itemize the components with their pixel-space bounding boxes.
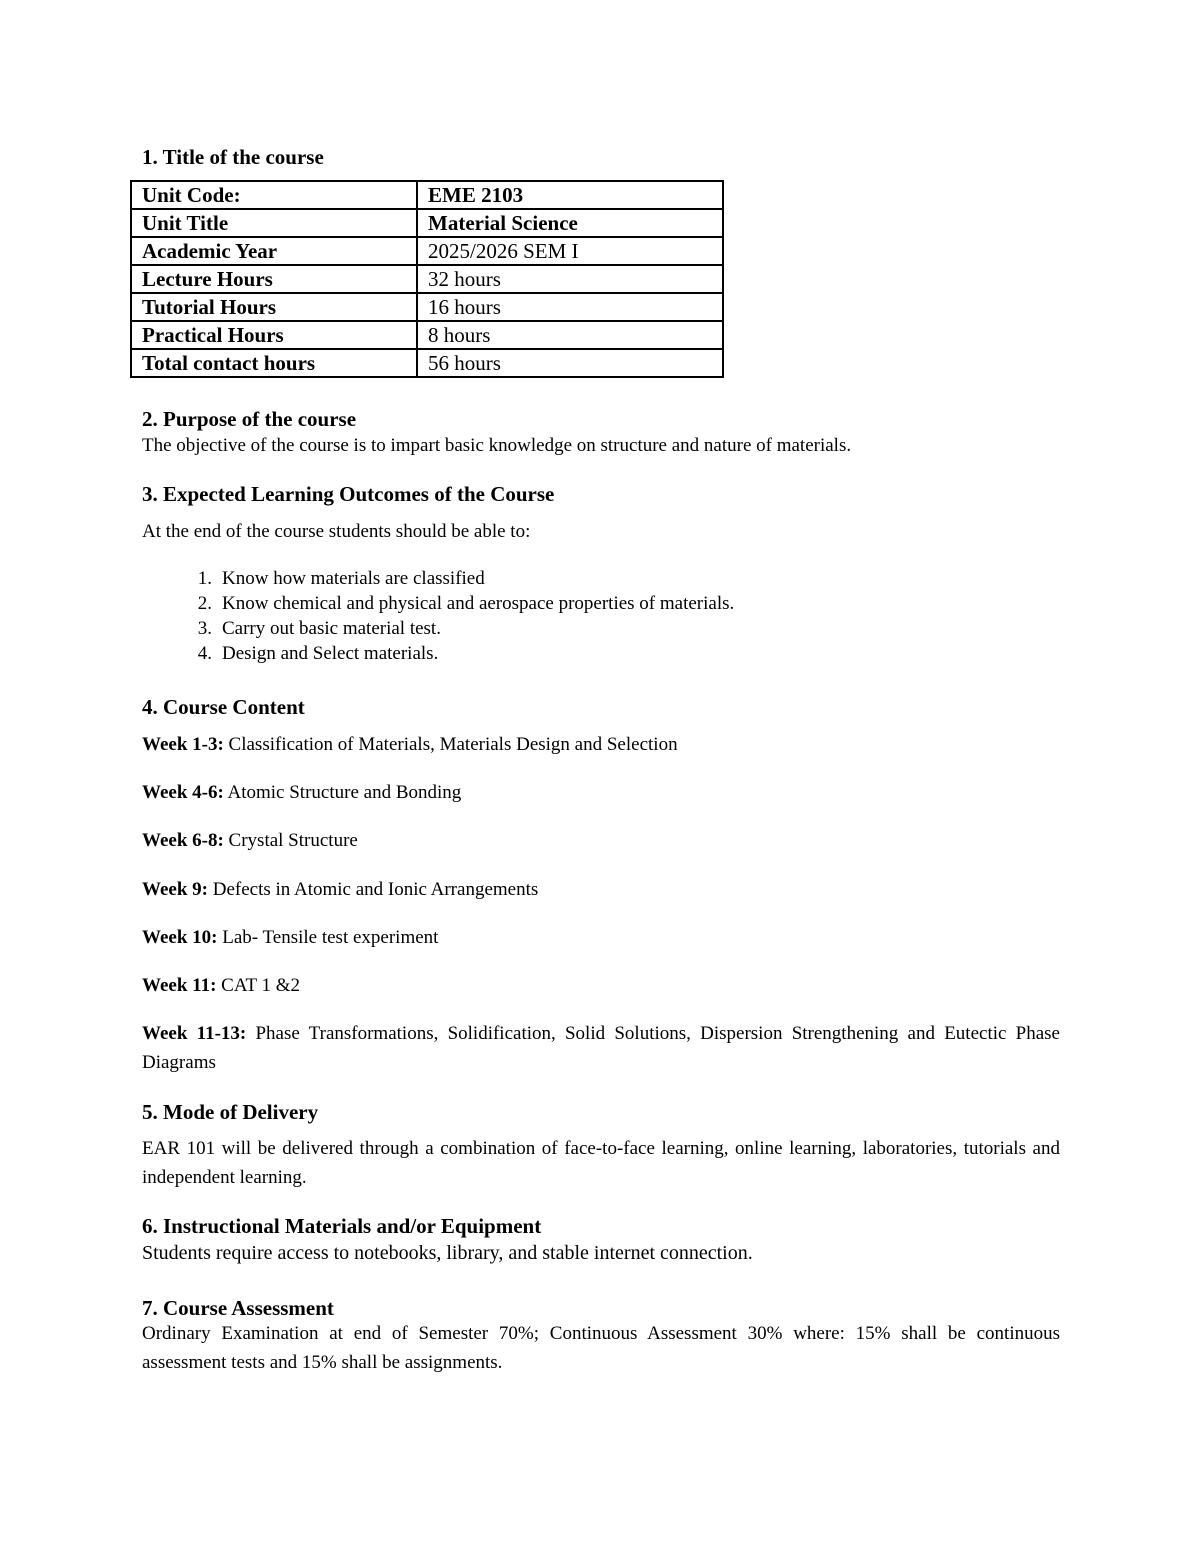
- week-text: Lab- Tensile test experiment: [222, 927, 439, 948]
- row-value: Material Science: [417, 209, 723, 237]
- week-label: Week 9:: [142, 879, 208, 900]
- course-info-table: [130, 180, 724, 378]
- section-1-heading: 1. Title of the course: [142, 145, 324, 169]
- row-value: EME 2103: [417, 181, 723, 209]
- week-entry: [142, 826, 358, 855]
- section-2-heading: 2. Purpose of the course: [142, 407, 357, 431]
- table-row: [131, 265, 723, 293]
- row-label: Practical Hours: [131, 321, 417, 349]
- week-entry: [142, 875, 538, 904]
- table-row: [131, 181, 723, 209]
- list-number: 3.: [197, 618, 212, 639]
- list-item: [142, 641, 734, 666]
- assessment-text: Ordinary Examination at end of Semester 70%; Continuous Assessment 30% where: 15% shall be continuous assessment tests and 15% shall be assignments.: [142, 1323, 1060, 1373]
- section-6-heading: 6. Instructional Materials and/or Equipment: [142, 1214, 542, 1238]
- outcomes-intro: At the end of the course students should be able to:: [142, 521, 531, 542]
- week-text: Classification of Materials, Materials Design and Selection: [228, 734, 678, 755]
- week-entry: [142, 923, 438, 952]
- row-label: Academic Year: [131, 237, 417, 265]
- delivery-text: EAR 101 will be delivered through a combination of face-to-face learning, online learning, laboratories, tutorials and independent learning.: [142, 1138, 1060, 1188]
- week-text: CAT 1 &2: [221, 975, 301, 996]
- row-label: Unit Code:: [131, 181, 417, 209]
- list-text: Know chemical and physical and aerospace properties of materials.: [222, 593, 735, 614]
- week-text: Crystal Structure: [228, 830, 358, 851]
- week-entry: [142, 778, 461, 807]
- section-5-heading: 5. Mode of Delivery: [142, 1100, 319, 1124]
- table-row: [131, 293, 723, 321]
- row-value: 16 hours: [417, 293, 723, 321]
- row-label: Tutorial Hours: [131, 293, 417, 321]
- row-label: Lecture Hours: [131, 265, 417, 293]
- week-label: Week 11:: [142, 975, 217, 996]
- list-item: [142, 566, 734, 591]
- week-label: Week 11-13:: [142, 1023, 247, 1044]
- section-7-heading: 7. Course Assessment: [142, 1296, 334, 1320]
- week-entry: [142, 1019, 1060, 1077]
- table-row: [131, 237, 723, 265]
- list-text: Design and Select materials.: [222, 643, 439, 664]
- week-entry: [142, 730, 678, 759]
- list-number: 2.: [197, 593, 212, 614]
- section-3-heading: 3. Expected Learning Outcomes of the Course: [142, 482, 555, 506]
- week-text: Atomic Structure and Bonding: [227, 782, 462, 803]
- row-label: Unit Title: [131, 209, 417, 237]
- list-text: Know how materials are classified: [222, 568, 485, 589]
- row-value: 56 hours: [417, 349, 723, 377]
- materials-text: Students require access to notebooks, library, and stable internet connection.: [142, 1242, 753, 1264]
- week-label: Week 6-8:: [142, 830, 224, 851]
- row-value: 32 hours: [417, 265, 723, 293]
- row-value: 8 hours: [417, 321, 723, 349]
- week-label: Week 10:: [142, 927, 218, 948]
- week-text: Phase Transformations, Solidification, Solid Solutions, Dispersion Strengthening and Eutectic Phase Diagrams: [142, 1023, 1060, 1073]
- section-4-heading: 4. Course Content: [142, 695, 305, 719]
- list-item: [142, 591, 734, 616]
- week-label: Week 4-6:: [142, 782, 224, 803]
- list-number: 4.: [197, 643, 212, 664]
- table-row: [131, 209, 723, 237]
- row-label: Total contact hours: [131, 349, 417, 377]
- week-label: Week 1-3:: [142, 734, 224, 755]
- list-item: [142, 616, 734, 641]
- list-number: 1.: [197, 568, 212, 589]
- table-row: [131, 321, 723, 349]
- row-value: 2025/2026 SEM I: [417, 237, 723, 265]
- week-entry: [142, 971, 300, 1000]
- table-row: [131, 349, 723, 377]
- outcomes-list: [142, 566, 734, 666]
- purpose-text: The objective of the course is to impart basic knowledge on structure and nature of materials.: [142, 435, 852, 456]
- week-text: Defects in Atomic and Ionic Arrangements: [212, 879, 539, 900]
- list-text: Carry out basic material test.: [222, 618, 441, 639]
